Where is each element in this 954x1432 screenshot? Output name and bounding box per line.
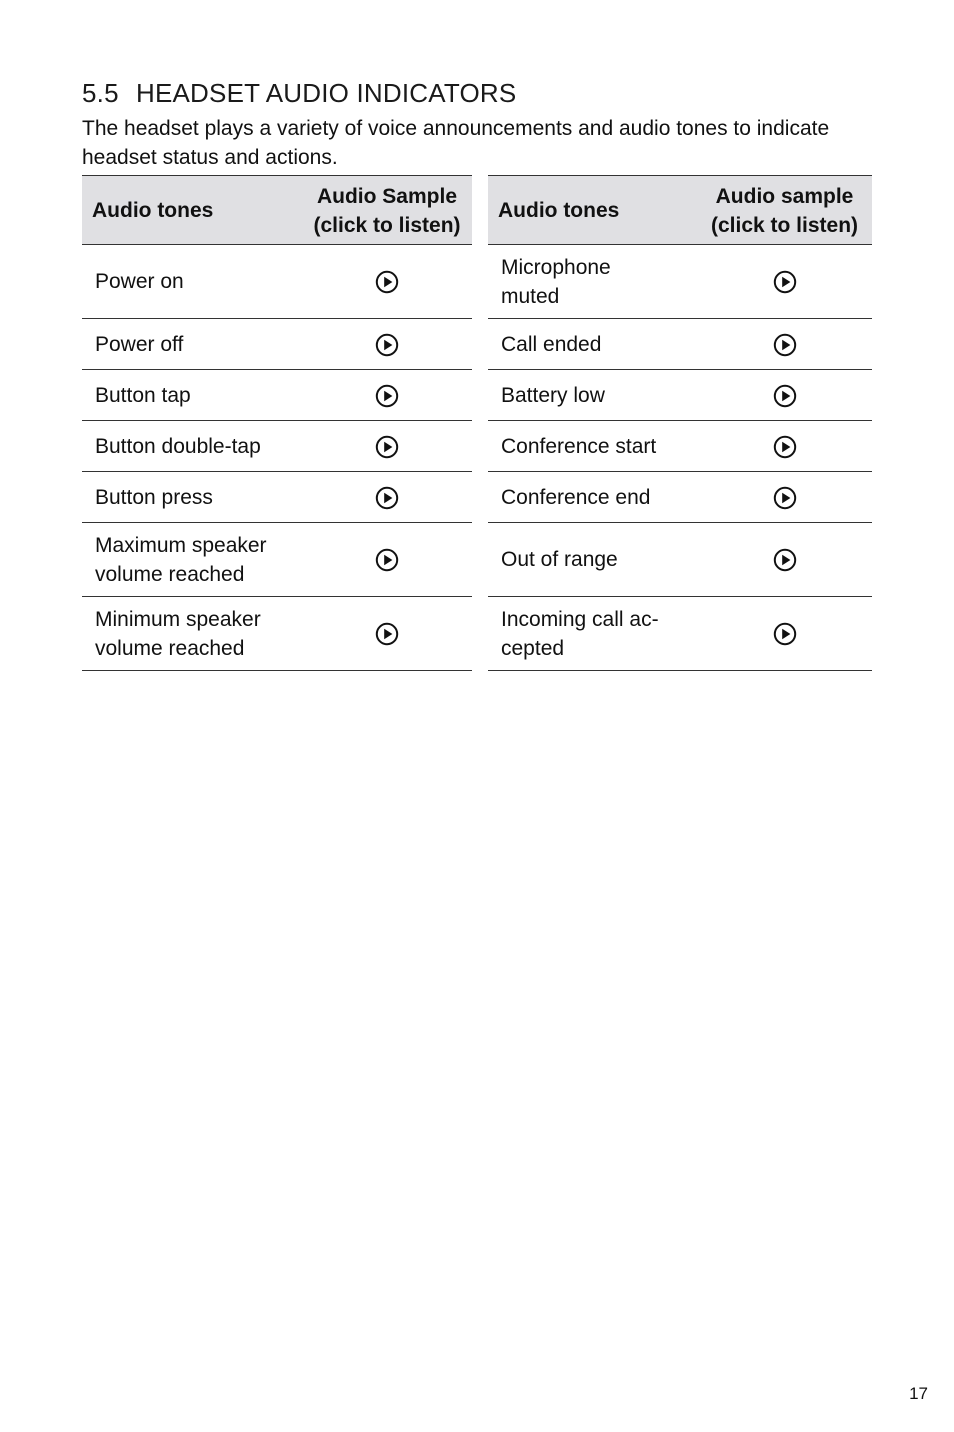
play-cell: [302, 370, 472, 421]
column-header-audio-tones: Audio tones: [488, 176, 697, 245]
table-row: [488, 370, 872, 421]
play-cell: [302, 245, 472, 319]
tone-label: Button double-tap: [82, 421, 302, 472]
play-circle-icon[interactable]: [375, 435, 399, 459]
tone-label: Call ended: [488, 319, 697, 370]
table-header-row: [488, 176, 872, 245]
section-number: 5.5: [82, 78, 119, 108]
section-intro: The headset plays a variety of voice announcements and audio tones to indicate headset status and actions.: [82, 117, 830, 169]
table-header-row: [82, 176, 472, 245]
play-cell: [302, 319, 472, 370]
tone-label: Maximum speaker volume reached: [82, 523, 302, 597]
audio-tones-table-right: [488, 175, 872, 671]
play-circle-icon[interactable]: [773, 548, 797, 572]
play-circle-icon[interactable]: [773, 486, 797, 510]
table-row: [488, 319, 872, 370]
table-row: [488, 421, 872, 472]
page-number: 17: [909, 1384, 928, 1403]
column-header-audio-sample: Audio Sample (click to listen): [302, 176, 472, 245]
tone-label: Conference end: [488, 472, 697, 523]
table-row: [82, 472, 472, 523]
play-circle-icon[interactable]: [375, 384, 399, 408]
tone-label: Conference start: [488, 421, 697, 472]
play-cell: [697, 319, 872, 370]
section-heading: [82, 78, 516, 109]
play-cell: [302, 597, 472, 671]
play-circle-icon[interactable]: [375, 333, 399, 357]
table-row: [488, 472, 872, 523]
play-cell: [697, 472, 872, 523]
play-cell: [302, 472, 472, 523]
column-header-audio-tones: Audio tones: [82, 176, 302, 245]
table-row: [82, 370, 472, 421]
tone-label: Button press: [82, 472, 302, 523]
play-circle-icon[interactable]: [773, 622, 797, 646]
table-row: [82, 245, 472, 319]
audio-tones-table-left: [82, 175, 472, 671]
play-circle-icon[interactable]: [375, 270, 399, 294]
section-title: HEADSET AUDIO INDICATORS: [136, 78, 517, 108]
play-circle-icon[interactable]: [375, 622, 399, 646]
play-circle-icon[interactable]: [773, 270, 797, 294]
play-circle-icon[interactable]: [773, 384, 797, 408]
table-row: [82, 597, 472, 671]
table-row: [488, 597, 872, 671]
tone-label: Power on: [82, 245, 302, 319]
play-cell: [697, 421, 872, 472]
play-cell: [302, 523, 472, 597]
play-cell: [697, 245, 872, 319]
play-circle-icon[interactable]: [773, 435, 797, 459]
play-circle-icon[interactable]: [773, 333, 797, 357]
play-circle-icon[interactable]: [375, 486, 399, 510]
play-circle-icon[interactable]: [375, 548, 399, 572]
column-header-audio-sample: Audio sample (click to listen): [697, 176, 872, 245]
table-row: [82, 523, 472, 597]
tone-label: Button tap: [82, 370, 302, 421]
play-cell: [302, 421, 472, 472]
play-cell: [697, 523, 872, 597]
play-cell: [697, 597, 872, 671]
table-row: [488, 245, 872, 319]
play-cell: [697, 370, 872, 421]
tone-label: Microphone muted: [488, 245, 697, 319]
table-row: [82, 319, 472, 370]
tone-label: Minimum speaker volume reached: [82, 597, 302, 671]
tone-label: Power off: [82, 319, 302, 370]
table-row: [488, 523, 872, 597]
tone-label: Incoming call ac- cepted: [488, 597, 697, 671]
table-row: [82, 421, 472, 472]
tone-label: Out of range: [488, 523, 697, 597]
tone-label: Battery low: [488, 370, 697, 421]
